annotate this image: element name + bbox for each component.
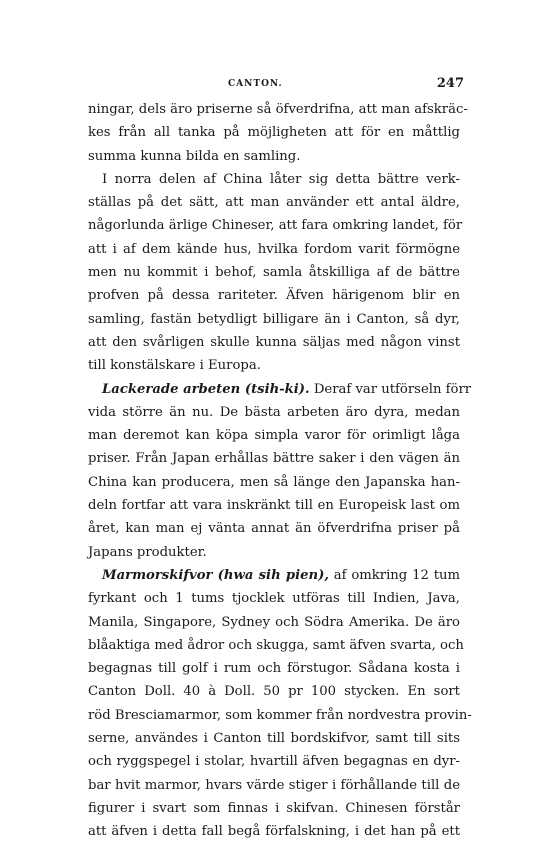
- text-line: kes från all tanka på möjligheten att för en måttlig: [88, 125, 460, 141]
- page-number: 247: [436, 76, 464, 91]
- text-line: Japans produkter.: [88, 544, 207, 560]
- text-line: summa kunna bilda en samling.: [88, 148, 301, 164]
- text-line: till konstälskare i Europa.: [88, 358, 261, 374]
- body-text: [88, 98, 472, 844]
- text-line: bar hvit marmor, hvars värde stiger i förhållande till de: [88, 777, 460, 793]
- text-line-marmor: Marmorskifvor (hwa sih pien), af omkring 12 tum: [102, 567, 460, 583]
- text-line: vida större än nu. De bästa arbeten äro dyra, medan: [88, 404, 460, 420]
- text-line: samling, fastän betydligt billigare än i Canton, så dyr,: [88, 311, 460, 327]
- italic-heading: Lackerade arbeten (tsih-ki).: [102, 381, 310, 397]
- text-line: året, kan man ej vänta annat än öfverdrifna priser på: [88, 521, 460, 537]
- text-line: figurer i svart som finnas i skifvan. Chinesen förstår: [88, 800, 460, 816]
- page-header: [60, 76, 464, 94]
- text-line: och ryggspegel i stolar, hvartill äfven begagnas en dyr-: [88, 754, 460, 770]
- text-line: ställas på det sätt, att man använder ett antal äldre,: [88, 195, 460, 211]
- text-line: China kan producera, men så länge den Japanska han-: [88, 474, 460, 490]
- text-line: begagnas till golf i rum och förstugor. Sådana kosta i: [88, 661, 460, 677]
- text-line: man deremot kan köpa simpla varor för orimligt låga: [88, 428, 460, 444]
- running-head: CANTON.: [228, 79, 283, 89]
- text-line: priser. Från Japan erhållas bättre saker i den vägen än: [88, 451, 460, 467]
- text-line-lackerade: Lackerade arbeten (tsih-ki). Deraf var utförseln förr: [102, 381, 472, 397]
- text-line: profven på dessa rariteter. Äfven härigenom blir en: [88, 288, 460, 304]
- text-line: men nu kommit i behof, samla åtskilliga af de bättre: [88, 265, 460, 281]
- text-line: serne, användes i Canton till bordskifvor, samt till sits: [88, 731, 460, 747]
- text-line: deln fortfar att vara inskränkt till en Europeisk last om: [88, 498, 460, 514]
- text-line: någorlunda ärlige Chineser, att fara omkring landet, för: [88, 218, 463, 234]
- text-line: att den svårligen skulle kunna säljas med någon vinst: [88, 334, 460, 350]
- italic-heading: Marmorskifvor (hwa sih pien),: [102, 567, 329, 583]
- text-line: Manila, Singapore, Sydney och Södra Amerika. De äro: [88, 614, 460, 630]
- text-line: att i af dem kände hus, hvilka fordom varit förmögne: [88, 241, 460, 257]
- text-line: Canton Doll. 40 à Doll. 50 pr 100 stycken. En sort: [88, 684, 460, 700]
- text-line: blåaktiga med ådror och skugga, samt äfven svarta, och: [88, 637, 464, 653]
- text-line: fyrkant och 1 tums tjocklek utföras till Indien, Java,: [88, 591, 460, 607]
- text-line: röd Bresciamarmor, som kommer från nordvestra provin-: [88, 707, 472, 723]
- text-line: att äfven i detta fall begå förfalskning, i det han på ett: [88, 824, 460, 840]
- text-line: ningar, dels äro priserne så öfverdrifna, att man afskräc-: [88, 102, 468, 117]
- text-line: I norra delen af China låter sig detta bättre verk-: [102, 171, 460, 187]
